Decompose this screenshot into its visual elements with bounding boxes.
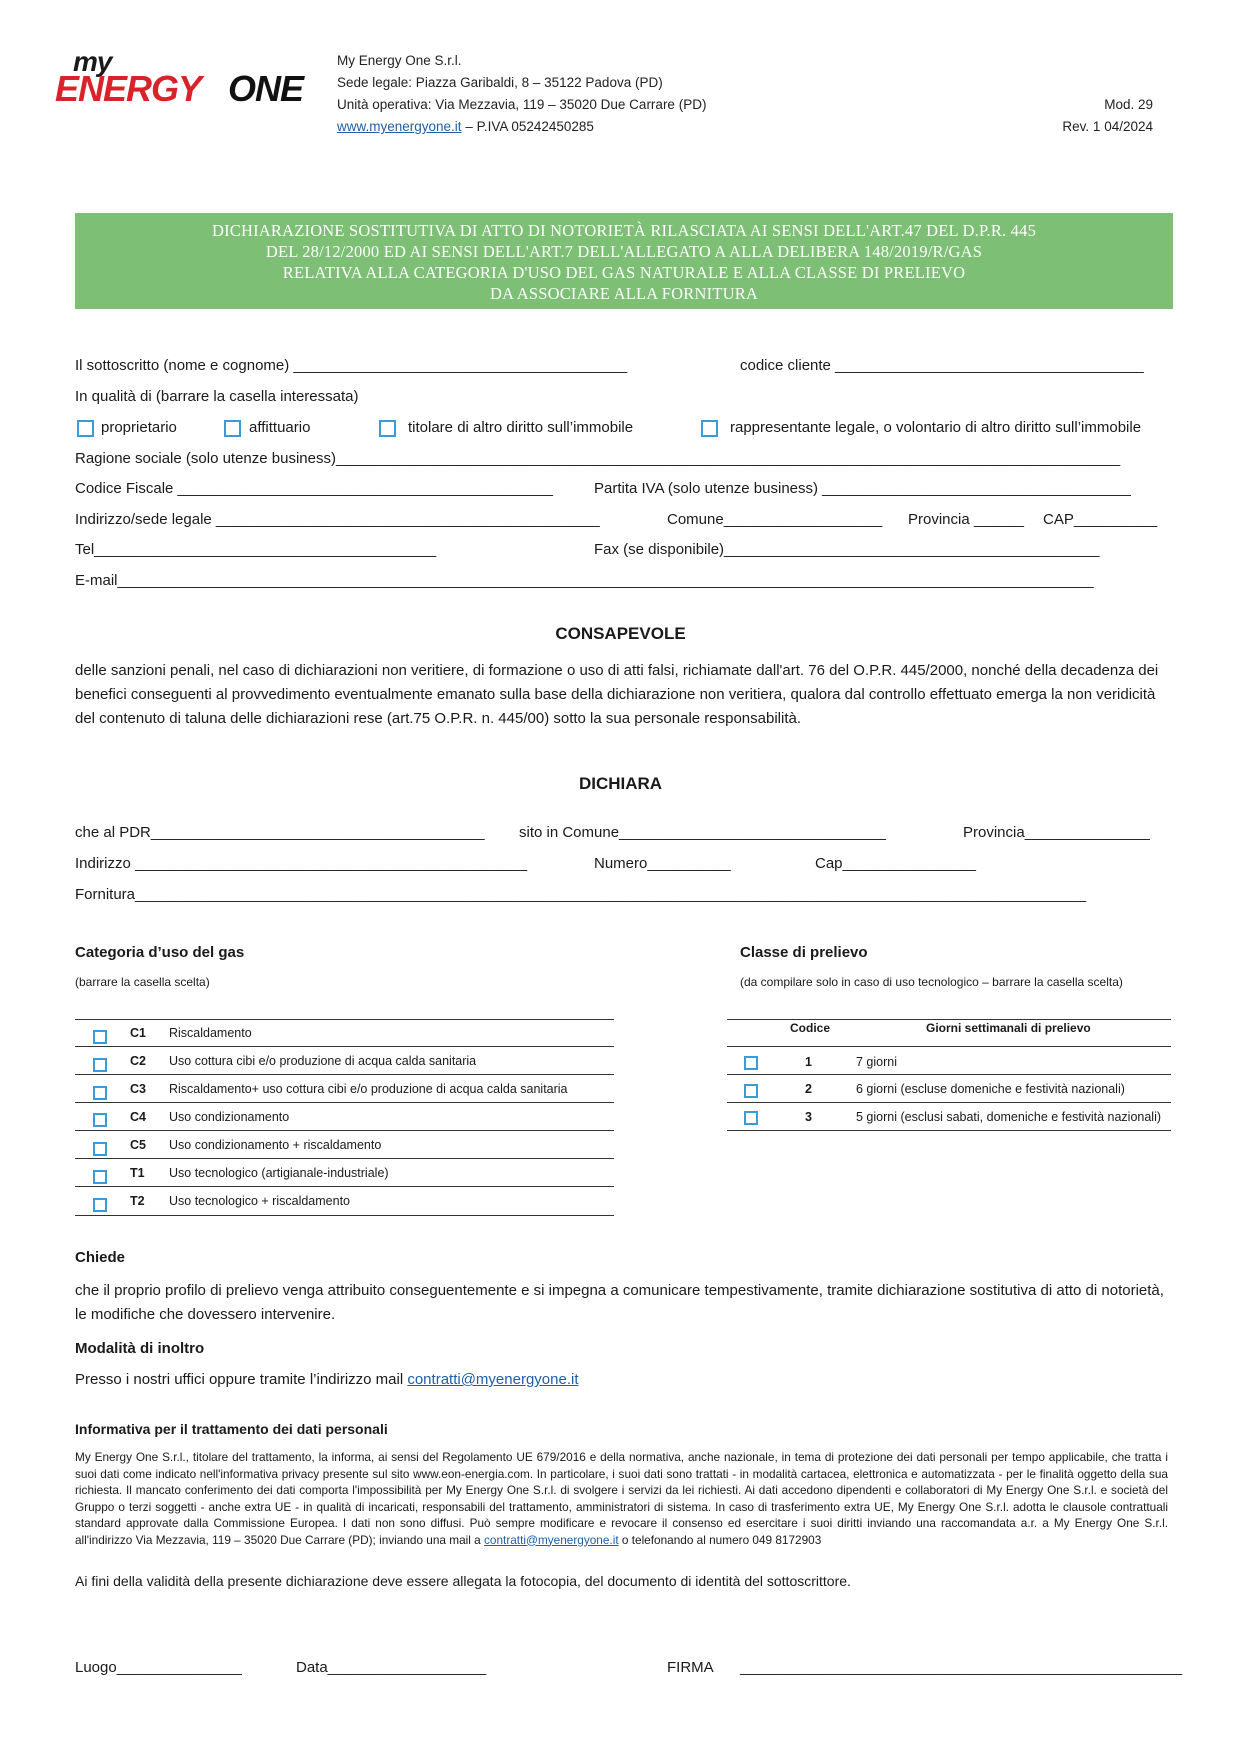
banner-line: DICHIARAZIONE SOSTITUTIVA DI ATTO DI NOTORIETÀ RILASCIATA AI SENSI DELL'ART.47 DEL D.P.R. 445	[211, 221, 1037, 240]
classe-header-code: Codice	[790, 1021, 831, 1035]
categoria-checkbox[interactable]	[93, 1198, 107, 1212]
table-rule	[75, 1046, 614, 1047]
sito-comune-field[interactable]: sito in Comune________________________________	[519, 824, 887, 841]
privacy-phone: o telefonando al numero 049 8172903	[618, 1532, 822, 1547]
categoria-note: (barrare la casella scelta)	[75, 975, 210, 989]
categoria-title: Categoria d’uso del gas	[75, 944, 245, 961]
table-rule	[75, 1158, 614, 1159]
revision: Rev. 1 04/2024	[1062, 119, 1153, 134]
categoria-label: Uso tecnologico + riscaldamento	[169, 1194, 350, 1208]
dichiara-heading: DICHIARA	[578, 774, 663, 793]
title-banner	[75, 213, 1173, 309]
classe-checkbox[interactable]	[744, 1084, 758, 1098]
classe-label: 5 giorni (esclusi sabati, domeniche e festività nazionali)	[856, 1110, 1162, 1124]
banner-line: DA ASSOCIARE ALLA FORNITURA	[489, 284, 759, 303]
website-piva	[337, 116, 706, 138]
privacy-body: My Energy One S.r.l., titolare del trattamento, la informa, ai sensi del Regolamento UE 679/2016 e della normativa, anche nazionale, in tema di protezione dei dati personali per tempo applicabile, che tratta i suoi dati come indicato nell'informativa privacy presente sul sito www.eon-energia.com. In particolare, i suoi dati sono trattati - in modalità cartacea, elettronica e automatizzata - per le finalità oggetto della sua richiesta. Il mancato conferimento dei dati comporta l'impossibilità per My Energy One S.r.l. di svolgere i servizi da lei richiesti. Ai dati accedono dipendenti e collaboratori di My Energy One S.r.l. e società del Gruppo o terzi soggetti - anche extra UE - in qualità di incaricati, responsabili del trattamento, amministratori di sistema. In caso di trasferimento extra UE, My Energy One S.r.l. adotta le clausole contrattuali standard approvate dalla Commissione Europea. I dati non sono diffusi. Può sempre modificare e revocare il consenso ed esercitare i suoi diritti inviando una raccomandata a.r. a My Energy One S.r.l. all'indirizzo Via Mezzavia, 119 – 35020 Due Carrare (PD); inviando una mail a	[75, 1450, 1168, 1547]
chiede-text: che il proprio profilo di prelievo venga attribuito conseguentemente e si impegna a comunicare tempestivamente, tramite dichiarazione sostitutiva di atto di notorietà, le modifiche che dovessero intervenire.	[75, 1282, 1164, 1323]
partita-iva-field[interactable]: Partita IVA (solo utenze business) _____________________________________	[594, 480, 1131, 497]
classe-label: 6 giorni (escluse domeniche e festività nazionali)	[856, 1082, 1125, 1096]
categoria-label: Uso cottura cibi e/o produzione di acqua calda sanitaria	[169, 1054, 477, 1068]
consapevole-text: delle sanzioni penali, nel caso di dichiarazioni non veritiere, di formazione o uso di atti falsi, richiamate dall'art. 76 del O.P.R. 445/2000, nonché della decadenza dei benefici conseguenti al provvedimento eventualmente emanato sulla base della dichiarazione non veritiera, qualora dal controllo effettuato emerga la non veridicità del contenuto di taluna delle dichiarazioni rese (art.75 O.P.R. n. 445/00) sotto la sua personale responsabilità.	[75, 662, 1159, 727]
firma-label: FIRMA	[667, 1659, 714, 1676]
mod-number: Mod. 29	[1104, 97, 1153, 112]
categoria-label: Uso condizionamento + riscaldamento	[169, 1138, 382, 1152]
data-field[interactable]: Data___________________	[296, 1659, 487, 1676]
classe-title: Classe di prelievo	[740, 944, 868, 961]
table-rule	[75, 1130, 614, 1131]
email-field[interactable]: E-mail_____________________________________________________________________________________________________________________	[75, 572, 1094, 589]
in-qualita-label: In qualità di (barrare la casella interessata)	[75, 388, 359, 405]
website-link[interactable]: www.myenergyone.it	[337, 119, 462, 134]
table-rule	[727, 1130, 1171, 1131]
table-rule	[75, 1019, 614, 1020]
classe-header-days: Giorni settimanali di prelievo	[926, 1021, 1091, 1035]
categoria-label: Riscaldamento+ uso cottura cibi e/o produzione di acqua calda sanitaria	[169, 1082, 568, 1096]
categoria-checkbox[interactable]	[93, 1030, 107, 1044]
banner-line: RELATIVA ALLA CATEGORIA D'USO DEL GAS NATURALE E ALLA CLASSE DI PRELIEVO	[282, 263, 966, 282]
table-rule	[727, 1046, 1171, 1047]
pdr-provincia-field[interactable]: Provincia_______________	[963, 824, 1150, 841]
chiede-title: Chiede	[75, 1249, 126, 1266]
table-rule	[75, 1074, 614, 1075]
titolare-checkbox[interactable]	[379, 420, 396, 437]
classe-code: 1	[805, 1055, 812, 1069]
categoria-code: T2	[130, 1194, 145, 1208]
codice-cliente-field[interactable]: codice cliente _____________________________________	[740, 357, 1144, 374]
company-name: My Energy One S.r.l.	[337, 53, 462, 68]
privacy-email-link[interactable]: contratti@myenergyone.it	[484, 1532, 619, 1547]
inoltro-email-link[interactable]: contratti@myenergyone.it	[407, 1371, 579, 1388]
categoria-checkbox[interactable]	[93, 1058, 107, 1072]
cap-field[interactable]: CAP__________	[1043, 511, 1158, 528]
table-rule	[727, 1074, 1171, 1075]
logo-my-text: my	[73, 46, 112, 77]
categoria-checkbox[interactable]	[93, 1113, 107, 1127]
unita-operativa: Unità operativa: Via Mezzavia, 119 – 35020 Due Carrare (PD)	[337, 97, 707, 112]
consapevole-heading: CONSAPEVOLE	[555, 624, 686, 643]
classe-label: 7 giorni	[856, 1055, 897, 1069]
allegato-note: Ai fini della validità della presente dichiarazione deve essere allegata la fotocopia, del documento di identità del sottoscrittore.	[75, 1573, 851, 1589]
classe-checkbox[interactable]	[744, 1111, 758, 1125]
categoria-code: C4	[130, 1110, 146, 1124]
inoltro-line	[75, 1368, 1175, 1392]
codice-fiscale-field[interactable]: Codice Fiscale _____________________________________________	[75, 480, 553, 497]
numero-field[interactable]: Numero__________	[594, 855, 731, 872]
sede-legale: Sede legale: Piazza Garibaldi, 8 – 35122 Padova (PD)	[337, 75, 663, 90]
pdr-field[interactable]: che al PDR________________________________________	[75, 824, 485, 841]
banner-line: DEL 28/12/2000 ED AI SENSI DELL'ART.7 DELL'ALLEGATO A ALLA DELIBERA 148/2019/R/GAS	[265, 242, 983, 261]
categoria-code: C5	[130, 1138, 146, 1152]
classe-note: (da compilare solo in caso di uso tecnologico – barrare la casella scelta)	[740, 975, 1123, 989]
proprietario-label: proprietario	[101, 419, 177, 436]
categoria-label: Riscaldamento	[169, 1026, 252, 1040]
fax-field[interactable]: Fax (se disponibile)_____________________________________________	[594, 541, 1100, 558]
document-version	[1062, 94, 1153, 138]
affittuario-checkbox[interactable]	[224, 420, 241, 437]
inoltro-text: Presso i nostri uffici oppure tramite l’indirizzo mail	[75, 1371, 408, 1388]
rappresentante-label: rappresentante legale, o volontario di altro diritto sull’immobile	[730, 419, 1142, 436]
luogo-field[interactable]: Luogo_______________	[75, 1659, 242, 1676]
categoria-code: C2	[130, 1054, 146, 1068]
categoria-checkbox[interactable]	[93, 1170, 107, 1184]
logo-one-text: ONE	[228, 68, 304, 109]
categoria-checkbox[interactable]	[93, 1086, 107, 1100]
firma-field[interactable]: _____________________________________________________	[740, 1659, 1183, 1676]
categoria-label: Uso condizionamento	[169, 1110, 290, 1124]
table-rule	[727, 1102, 1171, 1103]
company-info	[337, 50, 706, 138]
table-rule	[75, 1215, 614, 1216]
classe-code: 2	[805, 1082, 812, 1096]
table-rule	[75, 1186, 614, 1187]
categoria-label: Uso tecnologico (artigianale-industriale)	[169, 1166, 389, 1180]
tel-field[interactable]: Tel_________________________________________	[75, 541, 437, 558]
table-rule	[727, 1019, 1171, 1020]
sottoscritto-field[interactable]: Il sottoscritto (nome e cognome) ________________________________________	[75, 357, 628, 374]
company-logo	[55, 46, 325, 116]
indirizzo-field[interactable]: Indirizzo/sede legale ______________________________________________	[75, 511, 600, 528]
table-rule	[75, 1102, 614, 1103]
categoria-checkbox[interactable]	[93, 1142, 107, 1156]
pdr-cap-field[interactable]: Cap________________	[815, 855, 976, 872]
privacy-title: Informativa per il trattamento dei dati personali	[75, 1421, 388, 1437]
fornitura-field[interactable]: Fornitura__________________________________________________________________________________________________________________	[75, 886, 1087, 903]
provincia-field[interactable]: Provincia ______	[908, 511, 1024, 528]
privacy-text	[75, 1449, 1168, 1548]
ragione-sociale-field[interactable]: Ragione sociale (solo utenze business)______________________________________________________________________________________________	[75, 450, 1121, 467]
titolare-label: titolare di altro diritto sull’immobile	[408, 419, 634, 436]
logo-energy-text: ENERGY	[55, 68, 202, 109]
classe-code: 3	[805, 1110, 812, 1124]
pdr-indirizzo-field[interactable]: Indirizzo _______________________________________________	[75, 855, 528, 872]
categoria-code: C1	[130, 1026, 146, 1040]
affittuario-label: affittuario	[249, 419, 311, 436]
proprietario-checkbox[interactable]	[77, 420, 94, 437]
categoria-code: T1	[130, 1166, 145, 1180]
categoria-code: C3	[130, 1082, 146, 1096]
rappresentante-checkbox[interactable]	[701, 420, 718, 437]
piva: – P.IVA 05242450285	[461, 119, 594, 134]
comune-field[interactable]: Comune___________________	[667, 511, 883, 528]
classe-checkbox[interactable]	[744, 1056, 758, 1070]
inoltro-title: Modalità di inoltro	[75, 1340, 205, 1357]
